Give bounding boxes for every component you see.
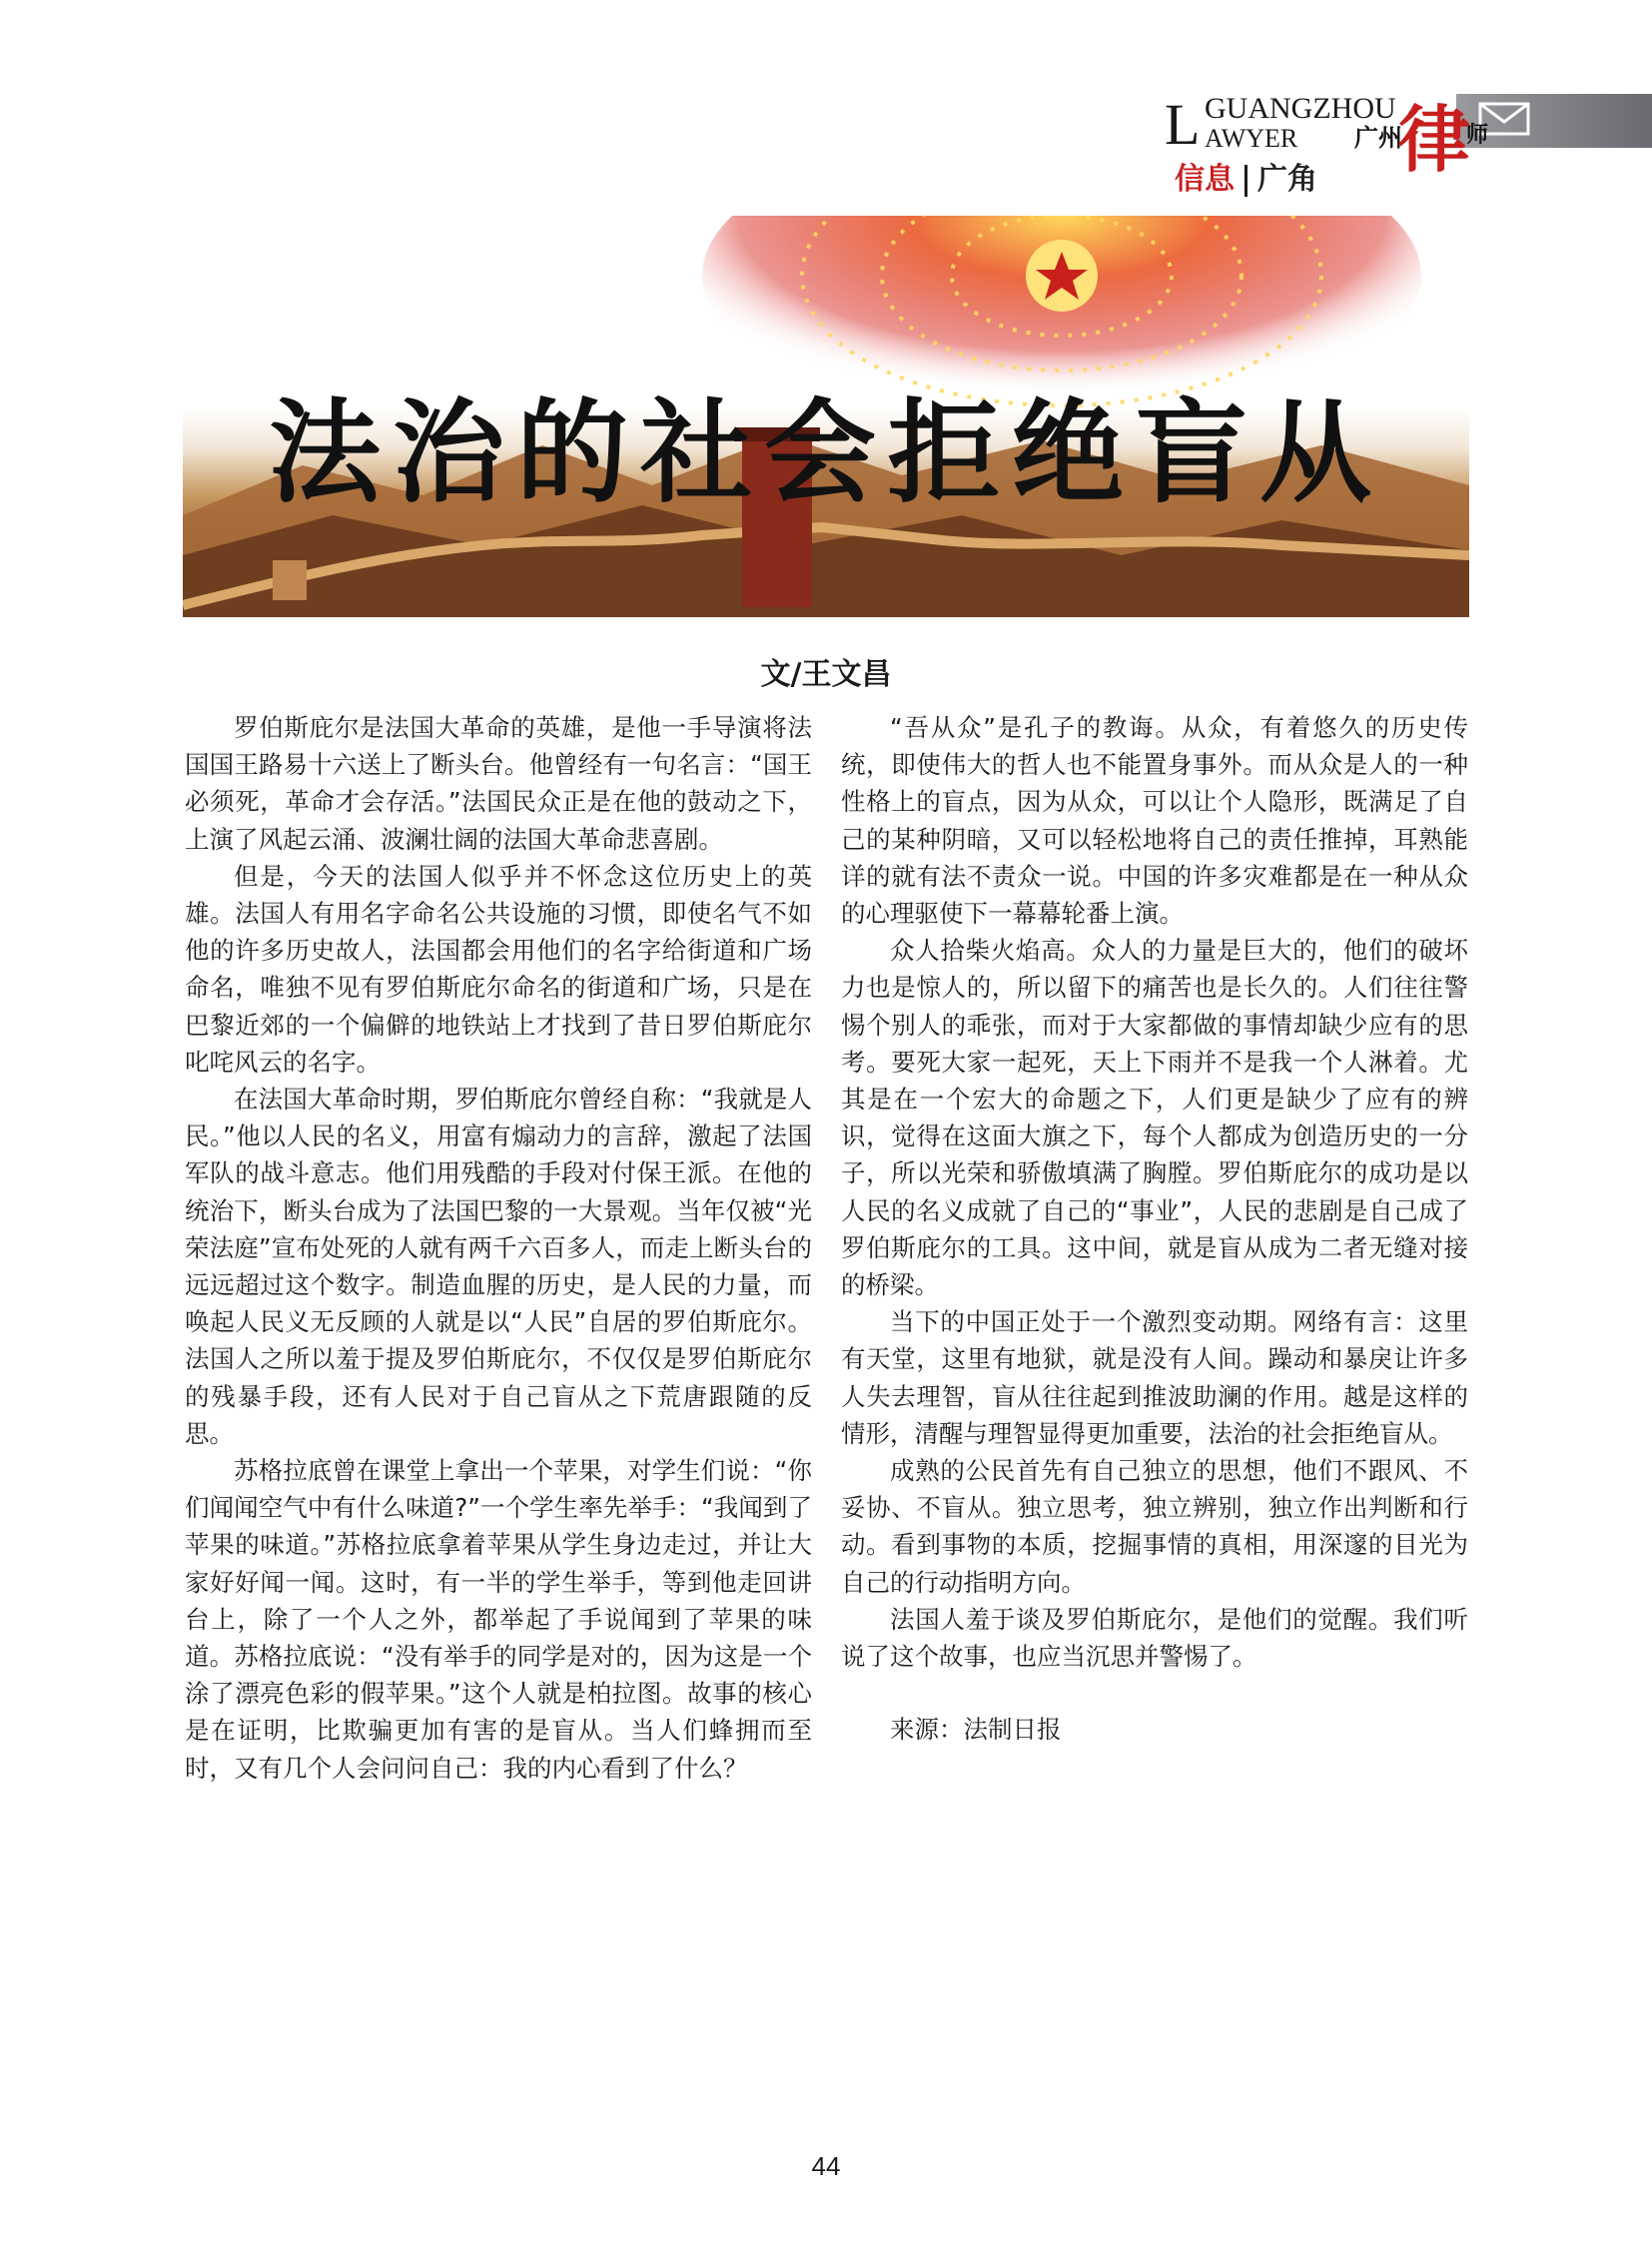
article-column-right [841,709,1468,1748]
magazine-name-line2: AWYER [1205,124,1298,153]
paragraph: 法国人羞于谈及罗伯斯庇尔，是他们的觉醒。我们听说了这个故事，也应当沉思并警惕了。 [841,1604,1468,1672]
magazine-initial: L [1165,92,1201,157]
magazine-logo-character: 律 [1398,97,1471,182]
page-number: 44 [811,2151,841,2181]
paragraph: 苏格拉底曾在课堂上拿出一个苹果，对学生们说：“你们闻闻空气中有什么味道?”一个学生率先举手：“我闻到了苹果的味道。”苏格拉底拿着苹果从学生身边走过，并让大家好好闻一闻。这时，有一半的学生举手，等到他走回讲台上，除了一个人之外，都举起了手说闻到了苹果的味道。苏格拉底说：“没有举手的同学是对的，因为这是一个涂了漂亮色彩的假苹果。”这个人就是柏拉图。故事的核心是在证明，比欺骗更加有害的是盲从。当人们蜂拥而至时，又有几个人会问问自己：我的内心看到了什么？ [185,1456,812,1783]
article-source: 来源：法制日报 [890,1715,1062,1745]
article-column-left [185,709,812,1787]
magazine-name-line1: GUANGZHOU [1205,92,1396,125]
paragraph: 成熟的公民首先有自己独立的思想，他们不跟风、不妥协、不盲从。独立思考，独立辨别，独立作出判断和行动。看到事物的本质，挖掘事情的真相，用深邃的目光为自己的行动指明方向。 [841,1456,1468,1597]
section-divider [1244,165,1247,197]
section-secondary: 广角 [1257,162,1317,197]
paragraph: 但是，今天的法国人似乎并不怀念这位历史上的英雄。法国人有用名字命名公共设施的习惯，即使名气不如他的许多历史故人，法国都会用他们的名字给街道和广场命名，唯独不见有罗伯斯庇尔命名的街道和广场，只是在巴黎近郊的一个偏僻的地铁站上才找到了昔日罗伯斯庇尔叱咤风云的名字。 [185,861,812,1077]
section-primary: 信息 [1175,162,1235,197]
paragraph: 众人拾柴火焰高。众人的力量是巨大的，他们的破坏力也是惊人的，所以留下的痛苦也是长久的。人们往往警惕个别人的乖张，而对于大家都做的事情却缺少应有的思考。要死大家一起死，天上下雨并不是我一个人淋着。尤其是在一个宏大的命题之下，人们更是缺少了应有的辨识，觉得在这面大旗之下，每个人都成为创造历史的一分子，所以光荣和骄傲填满了胸膛。罗伯斯庇尔的成功是以人民的名义成就了自己的“事业”，人民的悲剧是自己成了罗伯斯庇尔的工具。这中间，就是盲从成为二者无缝对接的桥梁。 [841,936,1468,1300]
section-label [1175,154,1317,198]
article-byline: 文/王文昌 [760,657,892,692]
paragraph: “吾从众”是孔子的教诲。从众，有着悠久的历史传统，即使伟大的哲人也不能置身事外。而从众是人的一种性格上的盲点，因为从众，可以让个人隐形，既满足了自己的某种阴暗，又可以轻松地将自己的责任推掉，耳熟能详的就有法不责众一说。中国的许多灾难都是在一种从众的心理驱使下一幕幕轮番上演。 [841,713,1468,929]
paragraph: 当下的中国正处于一个激烈变动期。网络有言：这里有天堂，这里有地狱，就是没有人间。躁动和暴戾让许多人失去理智，盲从往往起到推波助澜的作用。越是这样的情形，清醒与理智显得更加重要，法治的社会拒绝盲从。 [841,1307,1468,1448]
article-title: 法治的社会拒绝盲从 [269,388,1383,518]
article-banner [183,216,1469,617]
magazine-name-cn-last: 师 [1466,122,1489,148]
paragraph: 罗伯斯庇尔是法国大革命的英雄，是他一手导演将法国国王路易十六送上了断头台。他曾经有一句名言：“国王必须死，革命才会存活。”法国民众正是在他的鼓动之下，上演了风起云涌、波澜壮阔的法国大革命悲喜剧。 [185,713,812,854]
paragraph: 在法国大革命时期，罗伯斯庇尔曾经自称：“我就是人民。”他以人民的名义，用富有煽动力的言辞，激起了法国军队的战斗意志。他们用残酷的手段对付保王派。在他的统治下，断头台成为了法国巴黎的一大景观。当年仅被“光荣法庭”宣布处死的人就有两千六百多人，而走上断头台的远远超过这个数字。制造血腥的历史，是人民的力量，而唤起人民义无反顾的人就是以“人民”自居的罗伯斯庇尔。法国人之所以羞于提及罗伯斯庇尔，不仅仅是罗伯斯庇尔的残暴手段，还有人民对于自己盲从之下荒唐跟随的反思。 [185,1085,812,1448]
masthead [1167,88,1652,198]
magazine-name-cn: 广州 [1354,123,1402,152]
